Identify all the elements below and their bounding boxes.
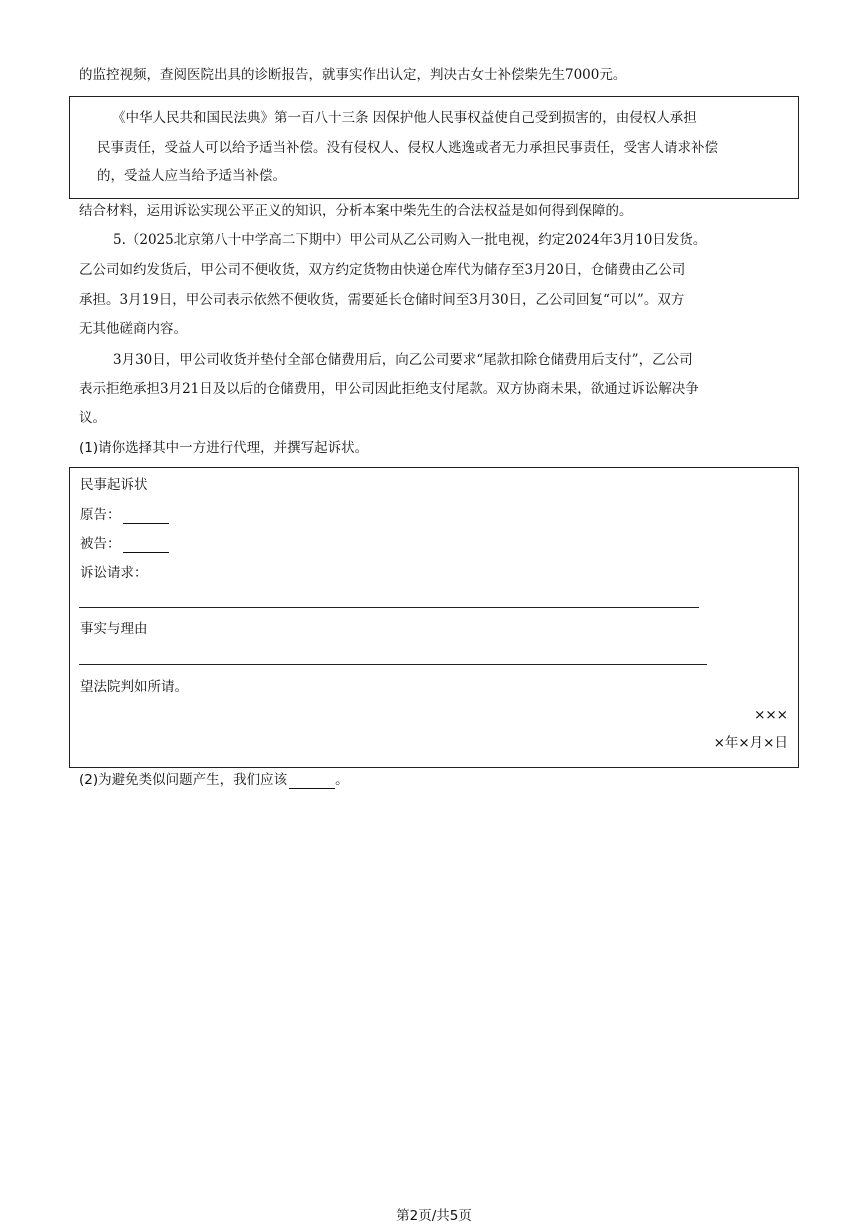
subquestion-2-prefix: (2)为避免类似问题产生，我们应该 [79, 772, 288, 788]
law-quote-line-3: 的，受益人应当给予适当补偿。 [97, 168, 286, 184]
claims-label: 诉讼请求： [80, 565, 148, 581]
question-text: 结合材料，运用诉讼实现公平正义的知识，分析本案中柴先生的合法权益是如何得到保障的。 [79, 203, 633, 219]
defendant-row [80, 535, 169, 553]
signature-placeholder: ××× [754, 707, 788, 723]
subquestion-2-blank[interactable] [289, 775, 335, 789]
facts-label: 事实与理由 [80, 621, 148, 637]
law-quote-line-1: 《中华人民共和国民法典》第一百八十三条 因保护他人民事权益使自己受到损害的，由侵权人承担 [112, 110, 697, 126]
intro-tail-text: 的监控视频，查阅医院出具的诊断报告，就事实作出认定，判决古女士补偿柴先生7000元。 [79, 67, 627, 83]
complaint-title: 民事起诉状 [80, 477, 148, 493]
q5-subquestion-1: (1)请你选择其中一方进行代理，并撰写起诉状。 [79, 440, 369, 456]
law-quote-box [69, 96, 799, 199]
complaint-form-box [69, 467, 799, 768]
q5-line-2: 乙公司如约发货后，甲公司不便收货，双方约定货物由快递仓库代为储存至3月20日，仓储费由乙公司 [79, 262, 686, 278]
q5-line-3: 承担。3月19日，甲公司表示依然不便收货，需要延长仓储时间至3月30日，乙公司回复“可以”。双方 [79, 292, 685, 308]
plaintiff-blank[interactable] [123, 510, 169, 524]
q5-line-5: 3月30日，甲公司收货并垫付全部仓储费用后，向乙公司要求“尾款扣除仓储费用后支付”，乙公司 [113, 352, 693, 368]
defendant-blank[interactable] [123, 539, 169, 553]
law-quote-line-2: 民事责任，受益人可以给予适当补偿。没有侵权人、侵权人逃逸或者无力承担民事责任，受害人请求补偿 [97, 140, 718, 156]
plaintiff-label: 原告： [80, 507, 121, 523]
closing-text: 望法院判如所请。 [80, 679, 188, 695]
subquestion-2-suffix: 。 [335, 772, 349, 788]
q5-line-1: 5.（2025北京第八十中学高二下期中）甲公司从乙公司购入一批电视，约定2024年3月10日发货。 [113, 232, 707, 248]
claims-answer-line[interactable] [79, 607, 699, 608]
plaintiff-row [80, 506, 169, 524]
facts-answer-line[interactable] [79, 664, 707, 665]
q5-line-7: 议。 [79, 410, 106, 426]
date-placeholder: ×年×月×日 [713, 735, 788, 751]
q5-subquestion-2 [79, 771, 349, 789]
defendant-label: 被告： [80, 536, 121, 552]
q5-line-4: 无其他磋商内容。 [79, 321, 187, 337]
q5-line-6: 表示拒绝承担3月21日及以后的仓储费用，甲公司因此拒绝支付尾款。双方协商未果，欲通过诉讼解决争 [79, 381, 699, 397]
page-footer: 第2页/共5页 [396, 1208, 472, 1224]
